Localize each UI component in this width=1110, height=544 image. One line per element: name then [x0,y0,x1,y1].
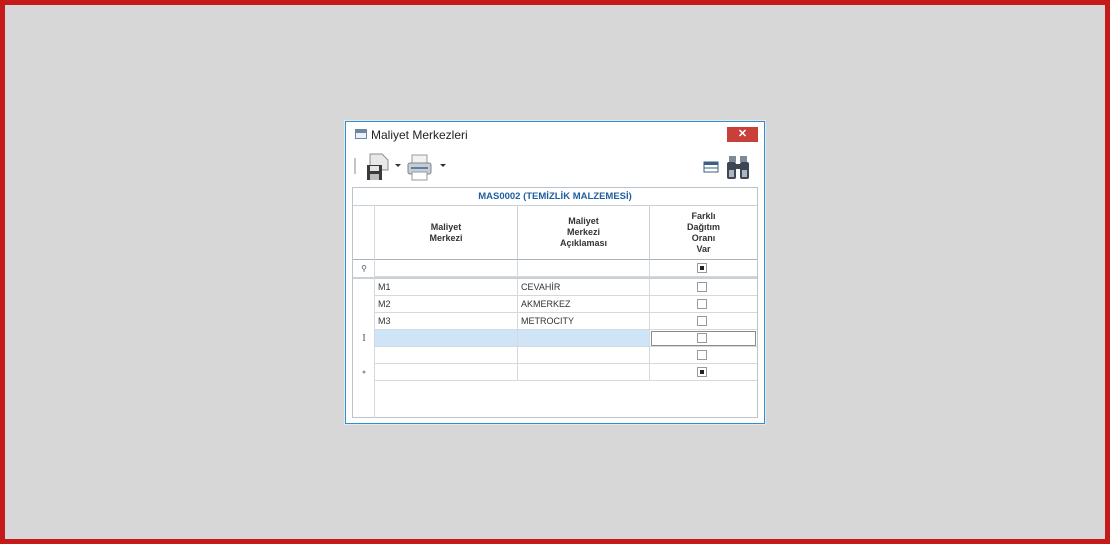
find-button[interactable] [725,152,751,182]
table-row[interactable] [353,347,757,364]
maliyet-merkezleri-window [345,121,765,424]
cell-checkbox[interactable] [650,330,757,347]
column-header-maliyet-merkezi[interactable]: Maliyet Merkezi [375,206,518,260]
cell-description[interactable]: AKMERKEZ [518,296,650,313]
table-row-selected[interactable] [353,330,757,347]
column-header-farkli-dagitim[interactable]: Farklı Dağıtım Oranı Var [650,206,757,260]
toolbar-grip [354,158,356,174]
cell-description[interactable] [518,330,650,347]
save-button[interactable] [364,152,390,182]
row-checkbox[interactable] [697,367,707,377]
filter-cell-checkbox[interactable] [650,260,757,277]
cell-description[interactable] [518,347,650,364]
cell-code[interactable]: M2 [375,296,518,313]
column-header-aciklama[interactable]: Maliyet Merkezi Açıklaması [518,206,650,260]
row-edit-cursor-indicator: I [362,333,366,344]
binoculars-icon [725,152,751,182]
printer-icon [405,152,435,182]
table-row[interactable] [353,313,757,330]
grid-band-title: MAS0002 (TEMİZLİK MALZEMESİ) [353,188,757,206]
new-row-indicator: ● [361,369,367,376]
filter-cell-description[interactable] [518,260,650,277]
cell-checkbox[interactable] [650,279,757,296]
filter-cell-code[interactable] [375,260,518,277]
print-dropdown-arrow[interactable] [440,164,446,167]
cell-checkbox[interactable] [650,296,757,313]
close-button[interactable]: ✕ [727,127,758,142]
cell-code[interactable]: M1 [375,279,518,296]
cell-checkbox[interactable] [650,364,757,381]
cell-checkbox[interactable] [650,313,757,330]
filter-checkbox[interactable] [697,263,707,273]
row-checkbox[interactable] [697,350,707,360]
row-checkbox[interactable] [697,282,707,292]
table-row[interactable] [353,279,757,296]
print-button[interactable] [405,152,435,182]
new-item-row[interactable] [353,364,757,381]
cell-code[interactable] [375,330,518,347]
cost-center-grid [352,187,758,418]
cell-description[interactable]: CEVAHİR [518,279,650,296]
cell-code[interactable] [375,364,518,381]
cell-code[interactable]: M3 [375,313,518,330]
window-app-icon [355,129,367,139]
save-dropdown-arrow[interactable] [395,164,401,167]
cell-description[interactable]: METROCITY [518,313,650,330]
window-title: Maliyet Merkezleri [371,128,468,142]
cell-checkbox[interactable] [650,347,757,364]
floppy-disk-save-icon [364,152,390,182]
layout-button[interactable] [702,152,720,182]
grid-layout-icon [702,152,720,182]
title-bar [346,122,764,148]
filter-indicator-icon: ⚲ [361,264,367,273]
row-checkbox[interactable] [697,299,707,309]
table-row[interactable] [353,296,757,313]
cell-code[interactable] [375,347,518,364]
row-checkbox[interactable] [697,333,707,343]
auto-filter-row [353,260,757,279]
toolbar [352,150,758,184]
indicator-column [353,206,375,418]
cell-description[interactable] [518,364,650,381]
row-checkbox[interactable] [697,316,707,326]
